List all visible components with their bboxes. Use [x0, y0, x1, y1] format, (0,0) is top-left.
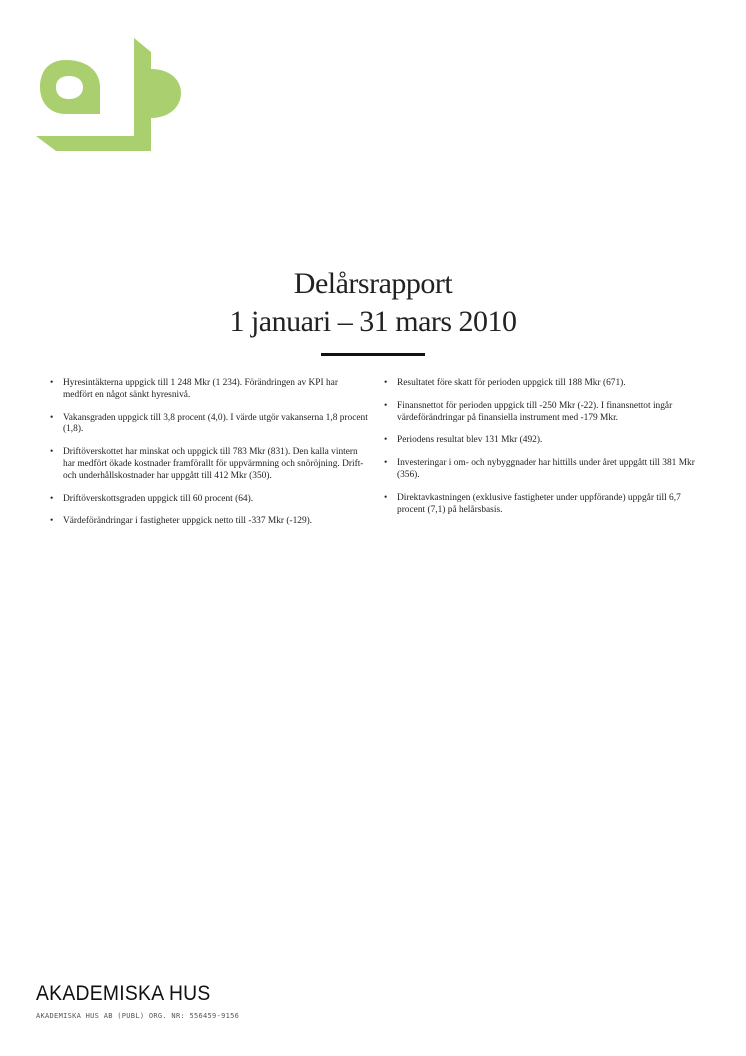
- highlight-item: • Vakansgraden uppgick till 3,8 procent (4,0). I värde utgör vakanserna 1,8 procent (1,8).: [50, 412, 368, 435]
- bullet-icon: •: [384, 458, 388, 469]
- bullet-icon: •: [50, 378, 54, 388]
- highlight-item: • Värdeförändringar i fastigheter uppgick netto till -337 Mkr (-129).: [50, 516, 313, 527]
- report-title: Delårsrapport: [293, 267, 453, 300]
- bullet-icon: •: [384, 435, 388, 446]
- bullet-icon: •: [384, 400, 388, 411]
- bullet-icon: •: [384, 492, 388, 503]
- report-period: 1 januari – 31 mars 2010: [229, 305, 517, 338]
- highlight-item: • Resultatet före skatt för perioden uppgick till 188 Mkr (671).: [384, 378, 626, 388]
- bullet-icon: •: [50, 412, 54, 423]
- highlight-item: • Direktavkastningen (exklusive fastigheter under uppförande) uppgår till 6,7 procent (7,1) på helårsbasis.: [384, 492, 681, 515]
- bullet-icon: •: [50, 516, 54, 527]
- highlights-right-column: [384, 378, 702, 527]
- footer-org-number: AKADEMISKA HUS AB (PUBL) ORG. NR: 556459-9156: [36, 1012, 240, 1020]
- footer-company-name: AKADEMISKA HUS: [36, 982, 211, 1005]
- report-title-block: [0, 265, 746, 356]
- highlights-left-column: [50, 378, 368, 539]
- ab-logo-icon: [36, 38, 184, 154]
- highlight-item: • Driftöverskottsgraden uppgick till 60 procent (64).: [50, 493, 254, 504]
- highlight-item: • Investeringar i om- och nybyggnader har hittills under året uppgått till 381 Mkr (356).: [384, 458, 695, 480]
- bullet-icon: •: [384, 378, 388, 388]
- title-divider: [321, 353, 425, 356]
- highlight-item: • Driftöverskottet har minskat och uppgick till 783 Mkr (831). Den kalla vintern har medfört ökade kostnader framförallt för uppvärmning och snöröjning. Drift- och underhållskostnader har uppgått till 412 Mkr (350).: [50, 447, 364, 481]
- highlight-item: • Hyresintäkterna uppgick till 1 248 Mkr (1 234). Förändringen av KPI har medfört en något sänkt hyresnivå.: [50, 378, 338, 400]
- bullet-icon: •: [50, 447, 54, 458]
- bullet-icon: •: [50, 493, 54, 504]
- highlight-item: • Finansnettot för perioden uppgick till -250 Mkr (-22). I finansnettot ingår värdeförändringar på finansiella instrument med -179 Mkr.: [384, 400, 673, 423]
- highlight-item: • Periodens resultat blev 131 Mkr (492).: [384, 435, 543, 446]
